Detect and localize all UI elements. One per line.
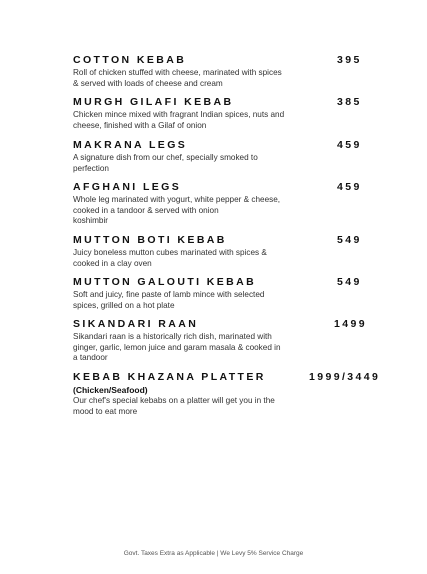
menu-item-afghani-legs: [73, 181, 388, 227]
item-name: MAKRANA LEGS: [73, 139, 188, 151]
item-price: 1499: [334, 318, 367, 330]
item-description: Chicken mince mixed with fragrant Indian spices, nuts and cheese, finished with a Gilaf of onion: [73, 110, 285, 130]
item-description: Whole leg marinated with yogurt, white pepper & cheese, cooked in a tandoor & served with onion koshimbir: [73, 195, 281, 226]
item-price: 1999/3449: [309, 371, 381, 383]
item-price: 395: [337, 54, 362, 66]
item-price: 549: [337, 276, 362, 288]
item-name: MUTTON BOTI KEBAB: [73, 234, 227, 246]
item-description: Our chef's special kebabs on a platter will get you in the mood to eat more: [73, 396, 275, 416]
item-price: 459: [337, 181, 362, 193]
item-description: Soft and juicy, fine paste of lamb mince with selected spices, grilled on a hot plate: [73, 290, 265, 310]
item-description: Juicy boneless mutton cubes marinated with spices & cooked in a clay oven: [73, 248, 267, 268]
item-name: SIKANDARI RAAN: [73, 318, 199, 330]
menu-item-makrana-legs: [73, 139, 388, 174]
item-description: A signature dish from our chef, specially smoked to perfection: [73, 153, 258, 173]
menu-item-mutton-galouti-kebab: [73, 276, 388, 311]
item-price: 549: [337, 234, 362, 246]
item-description: Sikandari raan is a historically rich dish, marinated with ginger, garlic, lemon juice and garam masala & cooked in a tandoor: [73, 332, 281, 363]
item-name: MUTTON GALOUTI KEBAB: [73, 276, 257, 288]
item-description: Roll of chicken stuffed with cheese, marinated with spices & served with loads of cheese and cream: [73, 68, 282, 88]
item-name: COTTON KEBAB: [73, 54, 187, 66]
menu-item-cotton-kebab: [73, 54, 388, 89]
menu-item-mutton-boti-kebab: [73, 234, 388, 269]
footer-note: Govt. Taxes Extra as Applicable | We Levy 5% Service Charge: [123, 550, 304, 557]
item-name: KEBAB KHAZANA PLATTER: [73, 371, 266, 383]
item-price: 385: [337, 96, 362, 108]
item-subtitle: (Chicken/Seafood): [73, 385, 148, 395]
menu-item-kebab-khazana-platter: [73, 371, 388, 417]
menu-item-sikandari-raan: [73, 318, 388, 364]
item-price: 459: [337, 139, 362, 151]
menu-item-murgh-gilafi-kebab: [73, 96, 388, 131]
item-name: MURGH GILAFI KEBAB: [73, 96, 234, 108]
item-name: AFGHANI LEGS: [73, 181, 182, 193]
